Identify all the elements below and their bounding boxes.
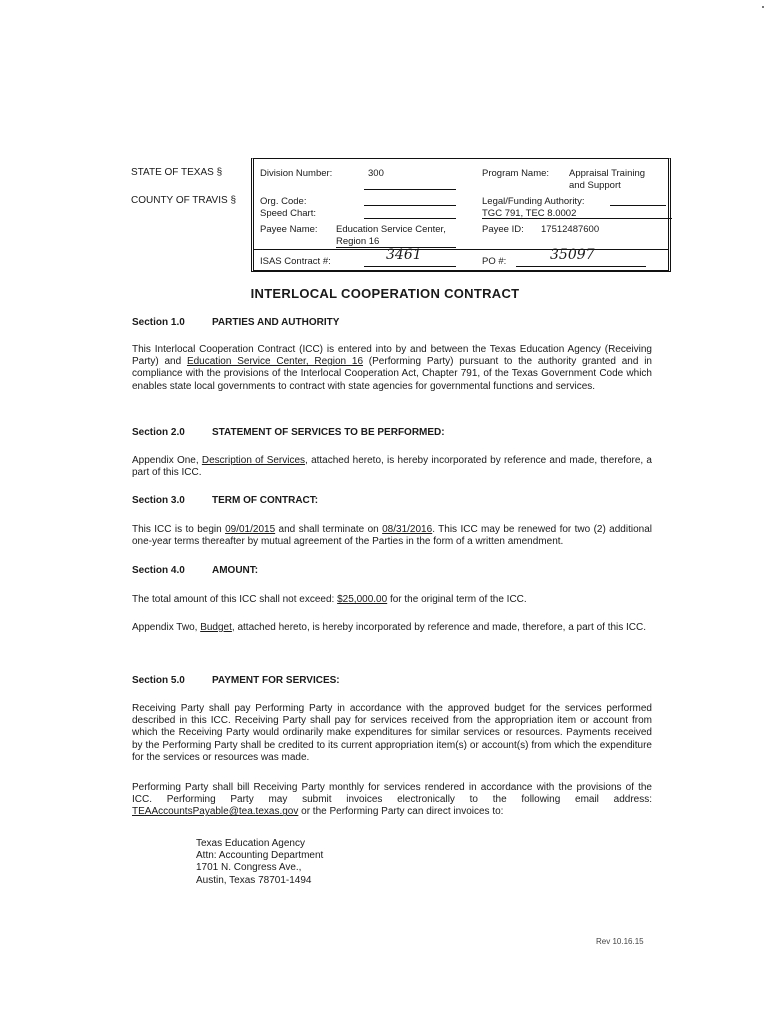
isas-contract-value: 3461 (386, 247, 422, 263)
program-name-label: Program Name: (482, 168, 550, 179)
p5-text-b: , attached hereto, is hereby incorporated by reference and made, therefore, a part of this ICC. (231, 622, 647, 633)
section-5-billing-para (132, 782, 652, 819)
payee-name-label: Payee Name: (260, 224, 318, 235)
address-line-2: Attn: Accounting Department (196, 850, 324, 862)
isas-contract-label: ISAS Contract #: (260, 256, 331, 267)
p7-email-address: TEAAccountsPayable@tea.texas.gov (132, 806, 299, 818)
section-2-heading (132, 427, 445, 438)
p2-description-of-services: Description of Services (201, 455, 306, 466)
p5-text-a: Appendix Two, (132, 622, 201, 633)
division-underline (364, 189, 456, 190)
section-5-heading (132, 675, 340, 686)
address-line-3: 1701 N. Congress Ave., (196, 862, 302, 874)
state-of-texas: STATE OF TEXAS § (131, 167, 223, 178)
mailing-address (196, 838, 323, 887)
section-4-title: AMOUNT: (212, 565, 259, 576)
section-1-body (132, 344, 652, 393)
isas-underline (364, 266, 456, 267)
contract-title: INTERLOCAL COOPERATION CONTRACT (250, 286, 520, 301)
p7-text-b: or the Performing Party can direct invoices to: (298, 806, 504, 818)
section-3-heading (132, 495, 318, 506)
speed-chart-label: Speed Chart: (260, 208, 316, 219)
p1-text-b: (Performing Party) pursuant to the authority granted and in compliance with the provisions of the Interlocal Cooperation Act, Chapter 791, of the Texas Government Code which enables state local governments to contract with state agencies for governmental functions and services. (132, 356, 652, 392)
section-4-number: Section 4.0 (132, 565, 185, 576)
p3-text-a: This ICC is to begin (132, 524, 226, 535)
scan-speck (762, 6, 764, 8)
program-name-value-2: and Support (569, 180, 621, 191)
po-label: PO #: (482, 256, 507, 267)
p3-text-b: and shall terminate on (275, 524, 383, 535)
section-5-title: PAYMENT FOR SERVICES: (212, 675, 340, 686)
p2-text-b: , attached hereto, is hereby incorporated by reference and made, therefore, a part of this ICC. (132, 455, 652, 479)
section-1-title: PARTIES AND AUTHORITY (212, 317, 340, 328)
p1-text-a: This Interlocal Cooperation Contract (ICC) is entered into by and between the Texas Education Agency (Receiving Party) and (132, 344, 652, 368)
section-2-number: Section 2.0 (132, 427, 185, 438)
legal-value-underline (482, 218, 672, 219)
row-divider (254, 249, 668, 250)
payee-id-label: Payee ID: (482, 224, 524, 235)
section-2-body (132, 455, 652, 479)
section-4-heading (132, 565, 258, 576)
payee-name-value-2: Region 16 (336, 236, 380, 247)
section-3-body (132, 524, 652, 548)
org-code-label: Org. Code: (260, 196, 307, 207)
p3-end-date: 08/31/2016 (382, 524, 433, 535)
p1-performing-party: Education Service Center, Region 16 (186, 356, 364, 368)
contract-info-box (251, 158, 671, 272)
section-5-number: Section 5.0 (132, 675, 185, 686)
section-4-budget-para (132, 622, 652, 634)
program-name-value-1: Appraisal Training (569, 168, 646, 179)
section-4-body (132, 594, 652, 606)
address-line-1: Texas Education Agency (196, 838, 305, 849)
p4-amount: $25,000.00 (337, 594, 388, 605)
legal-funding-value: TGC 791, TEC 8.0002 (482, 208, 577, 219)
county-of-travis: COUNTY OF TRAVIS § (131, 195, 237, 206)
p3-text-c: . This ICC may be renewed for two (2) additional one-year terms thereafter by mutual agreement of the Parties in the form of a written amendment. (132, 524, 652, 548)
po-value: 35097 (550, 247, 595, 263)
p7-text-a: Performing Party shall bill Receiving Party monthly for services rendered in accordance with the provisions of the ICC. Performing Party may submit invoices electronically to the following email address: (132, 782, 652, 806)
p4-text-b: for the original term of the ICC. (387, 594, 527, 605)
p2-text-a: Appendix One, (132, 455, 202, 466)
legal-funding-label: Legal/Funding Authority: (482, 196, 585, 207)
section-5-body: Receiving Party shall pay Performing Party in accordance with the approved budget for the services performed described in this ICC. Receiving Party shall pay for services received from the appropriation item or account from which the Receiving Party would ordinarily make expenditures for similar services or resources. Payments received by the Performing Party shall be credited to its current appropriation item(s) or account(s) from which the expenditure for the services or resources was made. (132, 703, 652, 763)
po-underline (516, 266, 646, 267)
revision-footer: Rev 10.16.15 (596, 937, 644, 946)
p3-start-date: 09/01/2015 (225, 524, 276, 535)
section-2-title: STATEMENT OF SERVICES TO BE PERFORMED: (212, 427, 445, 438)
speed-chart-underline (364, 218, 456, 219)
division-number-label: Division Number: (260, 168, 333, 179)
org-code-underline (364, 205, 456, 206)
address-line-4: Austin, Texas 78701-1494 (196, 874, 312, 886)
payee-id-value: 17512487600 (541, 224, 600, 235)
section-3-title: TERM OF CONTRACT: (212, 495, 319, 506)
legal-funding-underline (610, 205, 666, 206)
p5-budget: Budget (200, 622, 232, 633)
section-1-heading (132, 317, 339, 328)
division-number-value: 300 (368, 168, 384, 179)
section-1-number: Section 1.0 (132, 317, 185, 328)
section-3-number: Section 3.0 (132, 495, 185, 506)
payee-name-value-1: Education Service Center, (336, 224, 446, 235)
p4-text-a: The total amount of this ICC shall not exceed: (132, 594, 338, 605)
